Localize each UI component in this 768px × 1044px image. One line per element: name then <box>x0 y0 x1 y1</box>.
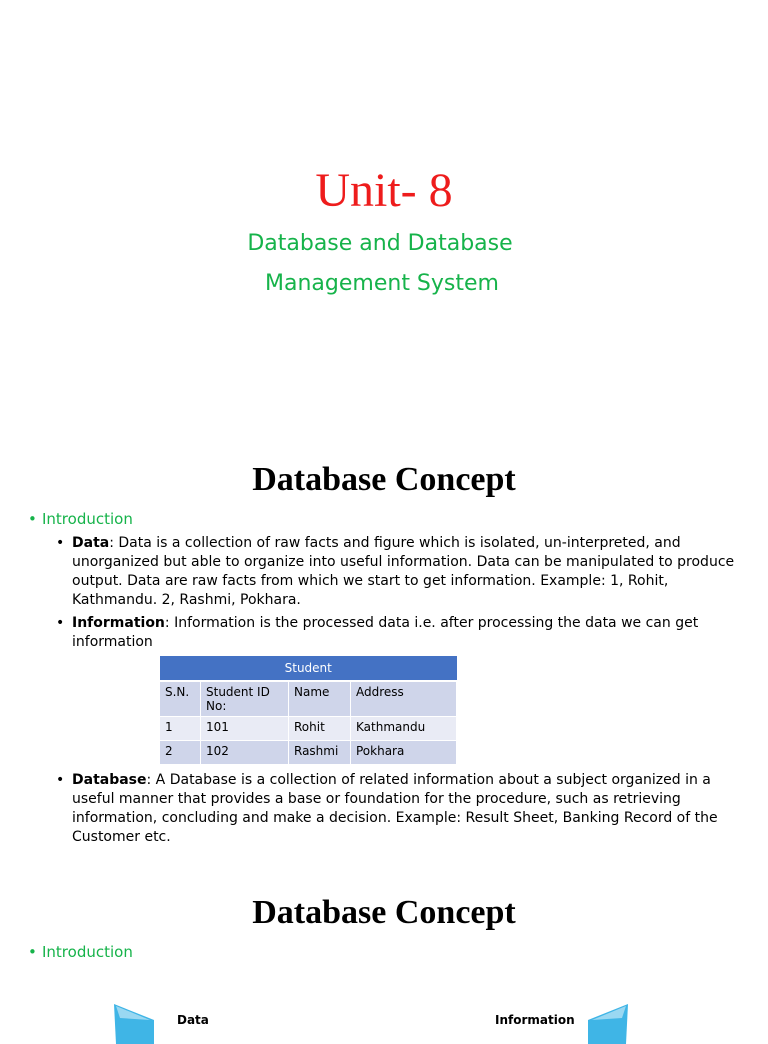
column-header: Student ID No: <box>201 681 289 717</box>
subtitle-line-2: Management System <box>265 271 499 296</box>
slide2-title: Database Concept <box>252 461 516 498</box>
student-table <box>160 656 457 765</box>
column-header: S.N. <box>160 681 201 717</box>
introduction-label: Introduction <box>42 943 133 961</box>
bullet-database <box>56 771 736 847</box>
introduction-label: Introduction <box>42 510 133 528</box>
diagram-information-label: Information <box>495 1013 575 1027</box>
slide3-title: Database Concept <box>252 894 516 931</box>
table-row <box>160 741 457 765</box>
bullet-body <box>72 534 736 610</box>
table-cell: 1 <box>160 717 201 741</box>
slide3-introduction-heading <box>28 943 133 961</box>
bullet-text: : Information is the processed data i.e. after processing the data we can get information <box>72 615 699 650</box>
table-cell: 101 <box>201 717 289 741</box>
information-arrow-shape <box>578 1004 628 1044</box>
diagram-data-label: Data <box>177 1013 209 1027</box>
bullet-icon: • <box>28 510 37 528</box>
bullet-term: Data <box>72 535 110 551</box>
unit-title: Unit- 8 <box>315 164 453 217</box>
bullet-body <box>72 614 736 652</box>
column-header: Name <box>289 681 351 717</box>
table-cell: Pokhara <box>351 741 457 765</box>
table-header-row <box>160 681 457 717</box>
data-arrow-shape <box>114 1004 164 1044</box>
table-cell: Rashmi <box>289 741 351 765</box>
table-cell: 102 <box>201 741 289 765</box>
bullet-data <box>56 534 736 610</box>
bullet-icon: • <box>56 772 65 788</box>
bullet-information <box>56 614 736 652</box>
bullet-text: : A Database is a collection of related information about a subject organized in a useful manner that provides a base or foundation for the procedure, such as retrieving information, concluding and make a decision. Example: Result Sheet, Banking Record of the Customer etc. <box>72 772 718 845</box>
table-cell: Kathmandu <box>351 717 457 741</box>
table-caption: Student <box>160 656 457 681</box>
table-row <box>160 717 457 741</box>
bullet-body <box>72 771 736 847</box>
slide2-introduction-heading <box>28 510 133 528</box>
bullet-term: Information <box>72 615 165 631</box>
column-header: Address <box>351 681 457 717</box>
bullet-icon: • <box>28 943 37 961</box>
table-cell: Rohit <box>289 717 351 741</box>
bullet-icon: • <box>56 535 65 551</box>
table-cell: 2 <box>160 741 201 765</box>
bullet-text: : Data is a collection of raw facts and figure which is isolated, un-interpreted, and unorganized but able to organize into useful information. Data can be manipulated to produce output. Data are raw facts from which we start to get information. Example: 1, Rohit, Kathmandu. 2, Rashmi, Pokhara. <box>72 535 735 608</box>
bullet-term: Database <box>72 772 147 788</box>
subtitle-line-1: Database and Database <box>247 231 513 256</box>
bullet-icon: • <box>56 615 65 631</box>
